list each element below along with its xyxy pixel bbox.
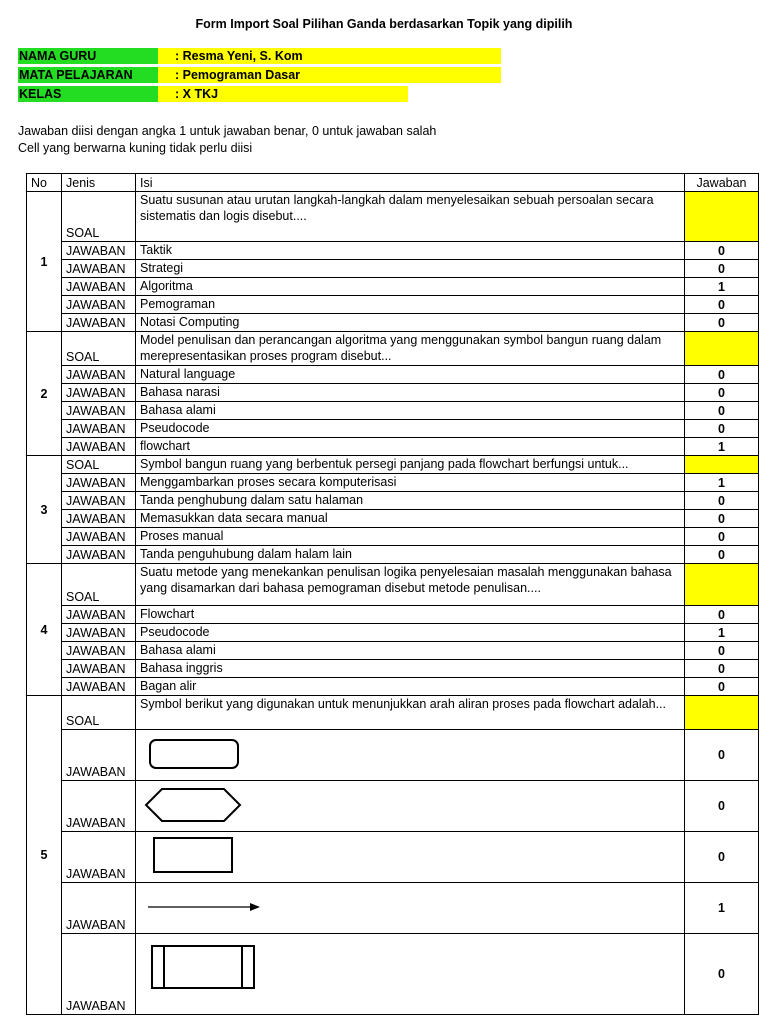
option-text: Flowchart — [136, 606, 685, 624]
answer-row — [27, 832, 759, 883]
jenis-jawaban-label: JAWABAN — [62, 384, 136, 402]
arrow-line-icon — [136, 883, 684, 933]
option-text: Menggambarkan proses secara komputerisasi — [136, 474, 685, 492]
answer-row — [27, 546, 759, 564]
hexagon-icon — [136, 781, 684, 831]
answer-cell-disabled — [685, 332, 759, 366]
answer-value-input[interactable]: 0 — [685, 832, 759, 883]
option-shape-cell — [136, 934, 685, 1015]
answer-row — [27, 278, 759, 296]
jenis-soal-label: SOAL — [62, 332, 136, 366]
answer-value-input[interactable]: 0 — [685, 314, 759, 332]
answer-value-input[interactable]: 0 — [685, 934, 759, 1015]
soal-row — [27, 456, 759, 474]
answer-value-input[interactable]: 0 — [685, 730, 759, 781]
answer-value-input[interactable]: 0 — [685, 642, 759, 660]
predefined-process-icon — [136, 934, 684, 1014]
jenis-jawaban-label: JAWABAN — [62, 314, 136, 332]
option-shape-cell — [136, 832, 685, 883]
answer-value-input[interactable]: 0 — [685, 384, 759, 402]
answer-cell-disabled — [685, 456, 759, 474]
question-table — [26, 173, 759, 1015]
question-number: 5 — [27, 696, 62, 1015]
answer-row — [27, 438, 759, 456]
answer-value-input[interactable]: 0 — [685, 492, 759, 510]
answer-row — [27, 781, 759, 832]
option-text: Algoritma — [136, 278, 685, 296]
info-value-mapel: : Pemograman Dasar — [158, 67, 501, 83]
option-text: Tanda penguhubung dalam halam lain — [136, 546, 685, 564]
question-number: 4 — [27, 564, 62, 696]
answer-row — [27, 474, 759, 492]
question-number: 3 — [27, 456, 62, 564]
header-jawaban: Jawaban — [685, 174, 759, 192]
answer-row — [27, 528, 759, 546]
answer-row — [27, 314, 759, 332]
jenis-jawaban-label: JAWABAN — [62, 606, 136, 624]
jenis-jawaban-label: JAWABAN — [62, 678, 136, 696]
answer-row — [27, 934, 759, 1015]
jenis-jawaban-label: JAWABAN — [62, 474, 136, 492]
answer-value-input[interactable]: 0 — [685, 296, 759, 314]
option-text: Bahasa narasi — [136, 384, 685, 402]
answer-value-input[interactable]: 0 — [685, 660, 759, 678]
info-value-kelas: : X TKJ — [158, 86, 408, 102]
question-text: Suatu metode yang menekankan penulisan logika penyelesaian masalah menggunakan bahasa yang disamarkan dari bahasa pemograman disebut metode penulisan.... — [136, 564, 685, 606]
jenis-jawaban-label: JAWABAN — [62, 492, 136, 510]
option-text: Pemograman — [136, 296, 685, 314]
question-text: Symbol berikut yang digunakan untuk menunjukkan arah aliran proses pada flowchart adalah... — [136, 696, 685, 730]
answer-cell-disabled — [685, 696, 759, 730]
jenis-soal-label: SOAL — [62, 456, 136, 474]
answer-row — [27, 366, 759, 384]
option-shape-cell — [136, 781, 685, 832]
answer-value-input[interactable]: 0 — [685, 420, 759, 438]
answer-value-input[interactable]: 0 — [685, 781, 759, 832]
option-text: Strategi — [136, 260, 685, 278]
rectangle-icon — [136, 832, 684, 882]
answer-row — [27, 242, 759, 260]
option-shape-cell — [136, 883, 685, 934]
jenis-jawaban-label: JAWABAN — [62, 660, 136, 678]
jenis-jawaban-label: JAWABAN — [62, 242, 136, 260]
jenis-jawaban-label: JAWABAN — [62, 402, 136, 420]
jenis-jawaban-label: JAWABAN — [62, 781, 136, 832]
info-label-kelas: KELAS — [18, 86, 159, 102]
jenis-jawaban-label: JAWABAN — [62, 730, 136, 781]
jenis-jawaban-label: JAWABAN — [62, 366, 136, 384]
header-no: No — [27, 174, 62, 192]
answer-value-input[interactable]: 1 — [685, 624, 759, 642]
option-shape-cell — [136, 730, 685, 781]
option-text: Bahasa inggris — [136, 660, 685, 678]
answer-value-input[interactable]: 1 — [685, 278, 759, 296]
rounded-rectangle-icon — [136, 730, 684, 780]
jenis-jawaban-label: JAWABAN — [62, 883, 136, 934]
instruction-note-1: Jawaban diisi dengan angka 1 untuk jawaban benar, 0 untuk jawaban salah — [18, 124, 437, 138]
answer-value-input[interactable]: 0 — [685, 242, 759, 260]
answer-value-input[interactable]: 0 — [685, 402, 759, 420]
jenis-jawaban-label: JAWABAN — [62, 624, 136, 642]
question-text: Symbol bangun ruang yang berbentuk persegi panjang pada flowchart berfungsi untuk... — [136, 456, 685, 474]
info-label-guru: NAMA GURU — [18, 48, 159, 64]
answer-row — [27, 883, 759, 934]
answer-row — [27, 660, 759, 678]
answer-row — [27, 384, 759, 402]
answer-row — [27, 510, 759, 528]
jenis-jawaban-label: JAWABAN — [62, 420, 136, 438]
jenis-jawaban-label: JAWABAN — [62, 296, 136, 314]
option-text: Notasi Computing — [136, 314, 685, 332]
answer-value-input[interactable]: 1 — [685, 438, 759, 456]
option-text: Pseudocode — [136, 420, 685, 438]
jenis-soal-label: SOAL — [62, 564, 136, 606]
jenis-jawaban-label: JAWABAN — [62, 934, 136, 1015]
soal-row — [27, 192, 759, 242]
header-jenis: Jenis — [62, 174, 136, 192]
answer-row — [27, 642, 759, 660]
option-text: Bahasa alami — [136, 642, 685, 660]
answer-value-input[interactable]: 0 — [685, 606, 759, 624]
option-text: Taktik — [136, 242, 685, 260]
jenis-jawaban-label: JAWABAN — [62, 546, 136, 564]
question-number: 2 — [27, 332, 62, 456]
page-title: Form Import Soal Pilihan Ganda berdasarkan Topik yang dipilih — [195, 17, 573, 31]
jenis-jawaban-label: JAWABAN — [62, 528, 136, 546]
answer-value-input[interactable]: 1 — [685, 883, 759, 934]
header-isi: Isi — [136, 174, 685, 192]
question-number: 1 — [27, 192, 62, 332]
info-value-guru: : Resma Yeni, S. Kom — [158, 48, 501, 64]
jenis-jawaban-label: JAWABAN — [62, 642, 136, 660]
answer-cell-disabled — [685, 564, 759, 606]
answer-row — [27, 260, 759, 278]
option-text: Memasukkan data secara manual — [136, 510, 685, 528]
answer-row — [27, 296, 759, 314]
option-text: Bagan alir — [136, 678, 685, 696]
jenis-jawaban-label: JAWABAN — [62, 832, 136, 883]
option-text: flowchart — [136, 438, 685, 456]
answer-row — [27, 492, 759, 510]
option-text: Tanda penghubung dalam satu halaman — [136, 492, 685, 510]
jenis-jawaban-label: JAWABAN — [62, 278, 136, 296]
question-text: Suatu susunan atau urutan langkah-langkah dalam menyelesaikan sebuah persoalan secara sistematis dan logis disebut.... — [136, 192, 685, 242]
answer-value-input[interactable]: 0 — [685, 546, 759, 564]
option-text: Natural language — [136, 366, 685, 384]
jenis-jawaban-label: JAWABAN — [62, 260, 136, 278]
instruction-note-2: Cell yang berwarna kuning tidak perlu diisi — [18, 141, 253, 155]
jenis-jawaban-label: JAWABAN — [62, 438, 136, 456]
answer-value-input[interactable]: 0 — [685, 528, 759, 546]
answer-row — [27, 730, 759, 781]
jenis-soal-label: SOAL — [62, 192, 136, 242]
answer-value-input[interactable]: 0 — [685, 510, 759, 528]
soal-row — [27, 696, 759, 730]
jenis-jawaban-label: JAWABAN — [62, 510, 136, 528]
answer-value-input[interactable]: 0 — [685, 366, 759, 384]
answer-row — [27, 678, 759, 696]
answer-row — [27, 606, 759, 624]
jenis-soal-label: SOAL — [62, 696, 136, 730]
soal-row — [27, 564, 759, 606]
question-text: Model penulisan dan perancangan algoritma yang menggunakan symbol bangun ruang dalam merepresentasikan proses program disebut... — [136, 332, 685, 366]
answer-row — [27, 402, 759, 420]
option-text: Proses manual — [136, 528, 685, 546]
option-text: Pseudocode — [136, 624, 685, 642]
option-text: Bahasa alami — [136, 402, 685, 420]
info-label-mapel: MATA PELAJARAN — [18, 67, 159, 83]
answer-value-input[interactable]: 0 — [685, 678, 759, 696]
soal-row — [27, 332, 759, 366]
answer-cell-disabled — [685, 192, 759, 242]
answer-row — [27, 624, 759, 642]
answer-row — [27, 420, 759, 438]
answer-value-input[interactable]: 1 — [685, 474, 759, 492]
answer-value-input[interactable]: 0 — [685, 260, 759, 278]
